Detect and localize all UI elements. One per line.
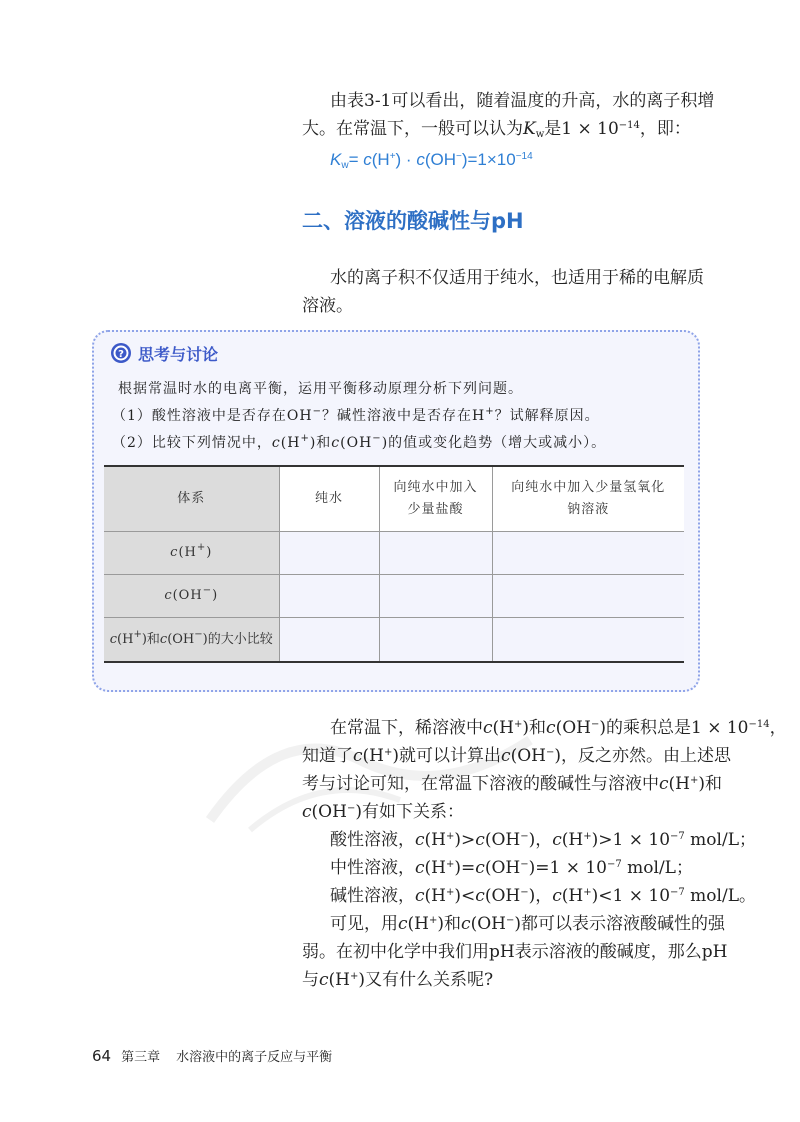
para2-line-2: 知道了c(H+)就可以计算出c(OH−)，反之亦然。由上述思: [302, 746, 731, 766]
table-cell[interactable]: [492, 532, 684, 575]
para1-line-1: 水的离子积不仅适用于纯水，也适用于稀的电解质: [330, 268, 704, 288]
table-row: [104, 575, 684, 618]
intro-line-1: 由表3-1可以看出，随着温度的升高，水的离子积增: [330, 91, 715, 111]
para2-line-1: 在常温下，稀溶液中c(H+)和c(OH−)的乘积总是$1 \times 10^{-14}$，: [330, 718, 787, 738]
basic-relation: 碱性溶液，c(H+)<c(OH−)，$c(H^+)<1 \times 10^{-7}$ mol/L。: [330, 886, 756, 906]
table-header-row: [104, 466, 684, 532]
chapter-label: 第三章: [121, 1050, 161, 1065]
row-label-compare: c(H+)和c(OH−)的大小比较: [104, 618, 279, 662]
para1-line-2: 溶液。: [302, 296, 353, 316]
section-heading: 二、溶液的酸碱性与pH: [302, 209, 524, 233]
discussion-q1: （1）酸性溶液中是否存在OH−？碱性溶液中是否存在H+？试解释原因。: [112, 406, 600, 424]
question-icon: [110, 342, 132, 364]
acidic-relation: 酸性溶液，c(H+)>c(OH−)，$c(H^+)>1 \times 10^{-7}$ mol/L；: [330, 830, 756, 850]
chapter-title: 水溶液中的离子反应与平衡: [176, 1050, 333, 1065]
discussion-q2: （2）比较下列情况中，c(H+)和c(OH−)的值或变化趋势（增大或减小）。: [112, 433, 607, 451]
para3-line-1: 可见，用c(H+)和c(OH−)都可以表示溶液酸碱性的强: [330, 914, 725, 934]
para3-line-3: 与c(H+)又有什么关系呢?: [302, 970, 494, 990]
page-number: 64: [92, 1047, 112, 1065]
discussion-intro: 根据常温时水的电离平衡，运用平衡移动原理分析下列问题。: [118, 381, 523, 397]
table-header: 纯水: [279, 466, 379, 532]
table-cell[interactable]: [279, 532, 379, 575]
discussion-title: ? 思考与讨论: [110, 340, 218, 366]
row-label-oh: c(OH−): [104, 575, 279, 618]
row-label-h: c(H+): [104, 532, 279, 575]
table-cell[interactable]: [492, 575, 684, 618]
table-cell[interactable]: [279, 575, 379, 618]
table-cell[interactable]: [379, 532, 492, 575]
para2-line-3: 考与讨论可知，在常温下溶液的酸碱性与溶液中c(H+)和: [302, 774, 723, 794]
table-header: 体系: [104, 466, 279, 532]
comparison-table: [104, 465, 684, 663]
table-cell[interactable]: [379, 618, 492, 662]
table-cell[interactable]: [279, 618, 379, 662]
page-footer: [92, 1046, 332, 1065]
table-row: [104, 618, 684, 662]
svg-text:?: ?: [118, 349, 124, 360]
intro-line-2: 大。在常温下，一般可以认为$K_w$是$1 \times 10^{-14}$，即：: [302, 119, 691, 140]
neutral-relation: 中性溶液，$c(H^+)=c(OH^-)=1 \times 10^{-7}$ mol/L；: [330, 858, 693, 878]
table-header: 向纯水中加入少量氢氧化钠溶液: [492, 466, 684, 532]
table-header: 向纯水中加入少量盐酸: [379, 466, 492, 532]
kw-formula: $K_w= c(H^+) \cdot c(OH^-)=1\times 10^{-14}$: [330, 150, 533, 171]
table-cell[interactable]: [492, 618, 684, 662]
table-row: [104, 532, 684, 575]
table-cell[interactable]: [379, 575, 492, 618]
para3-line-2: 弱。在初中化学中我们用pH表示溶液的酸碱度，那么pH: [302, 942, 728, 962]
para2-line-4: c(OH−)有如下关系：: [302, 802, 464, 822]
